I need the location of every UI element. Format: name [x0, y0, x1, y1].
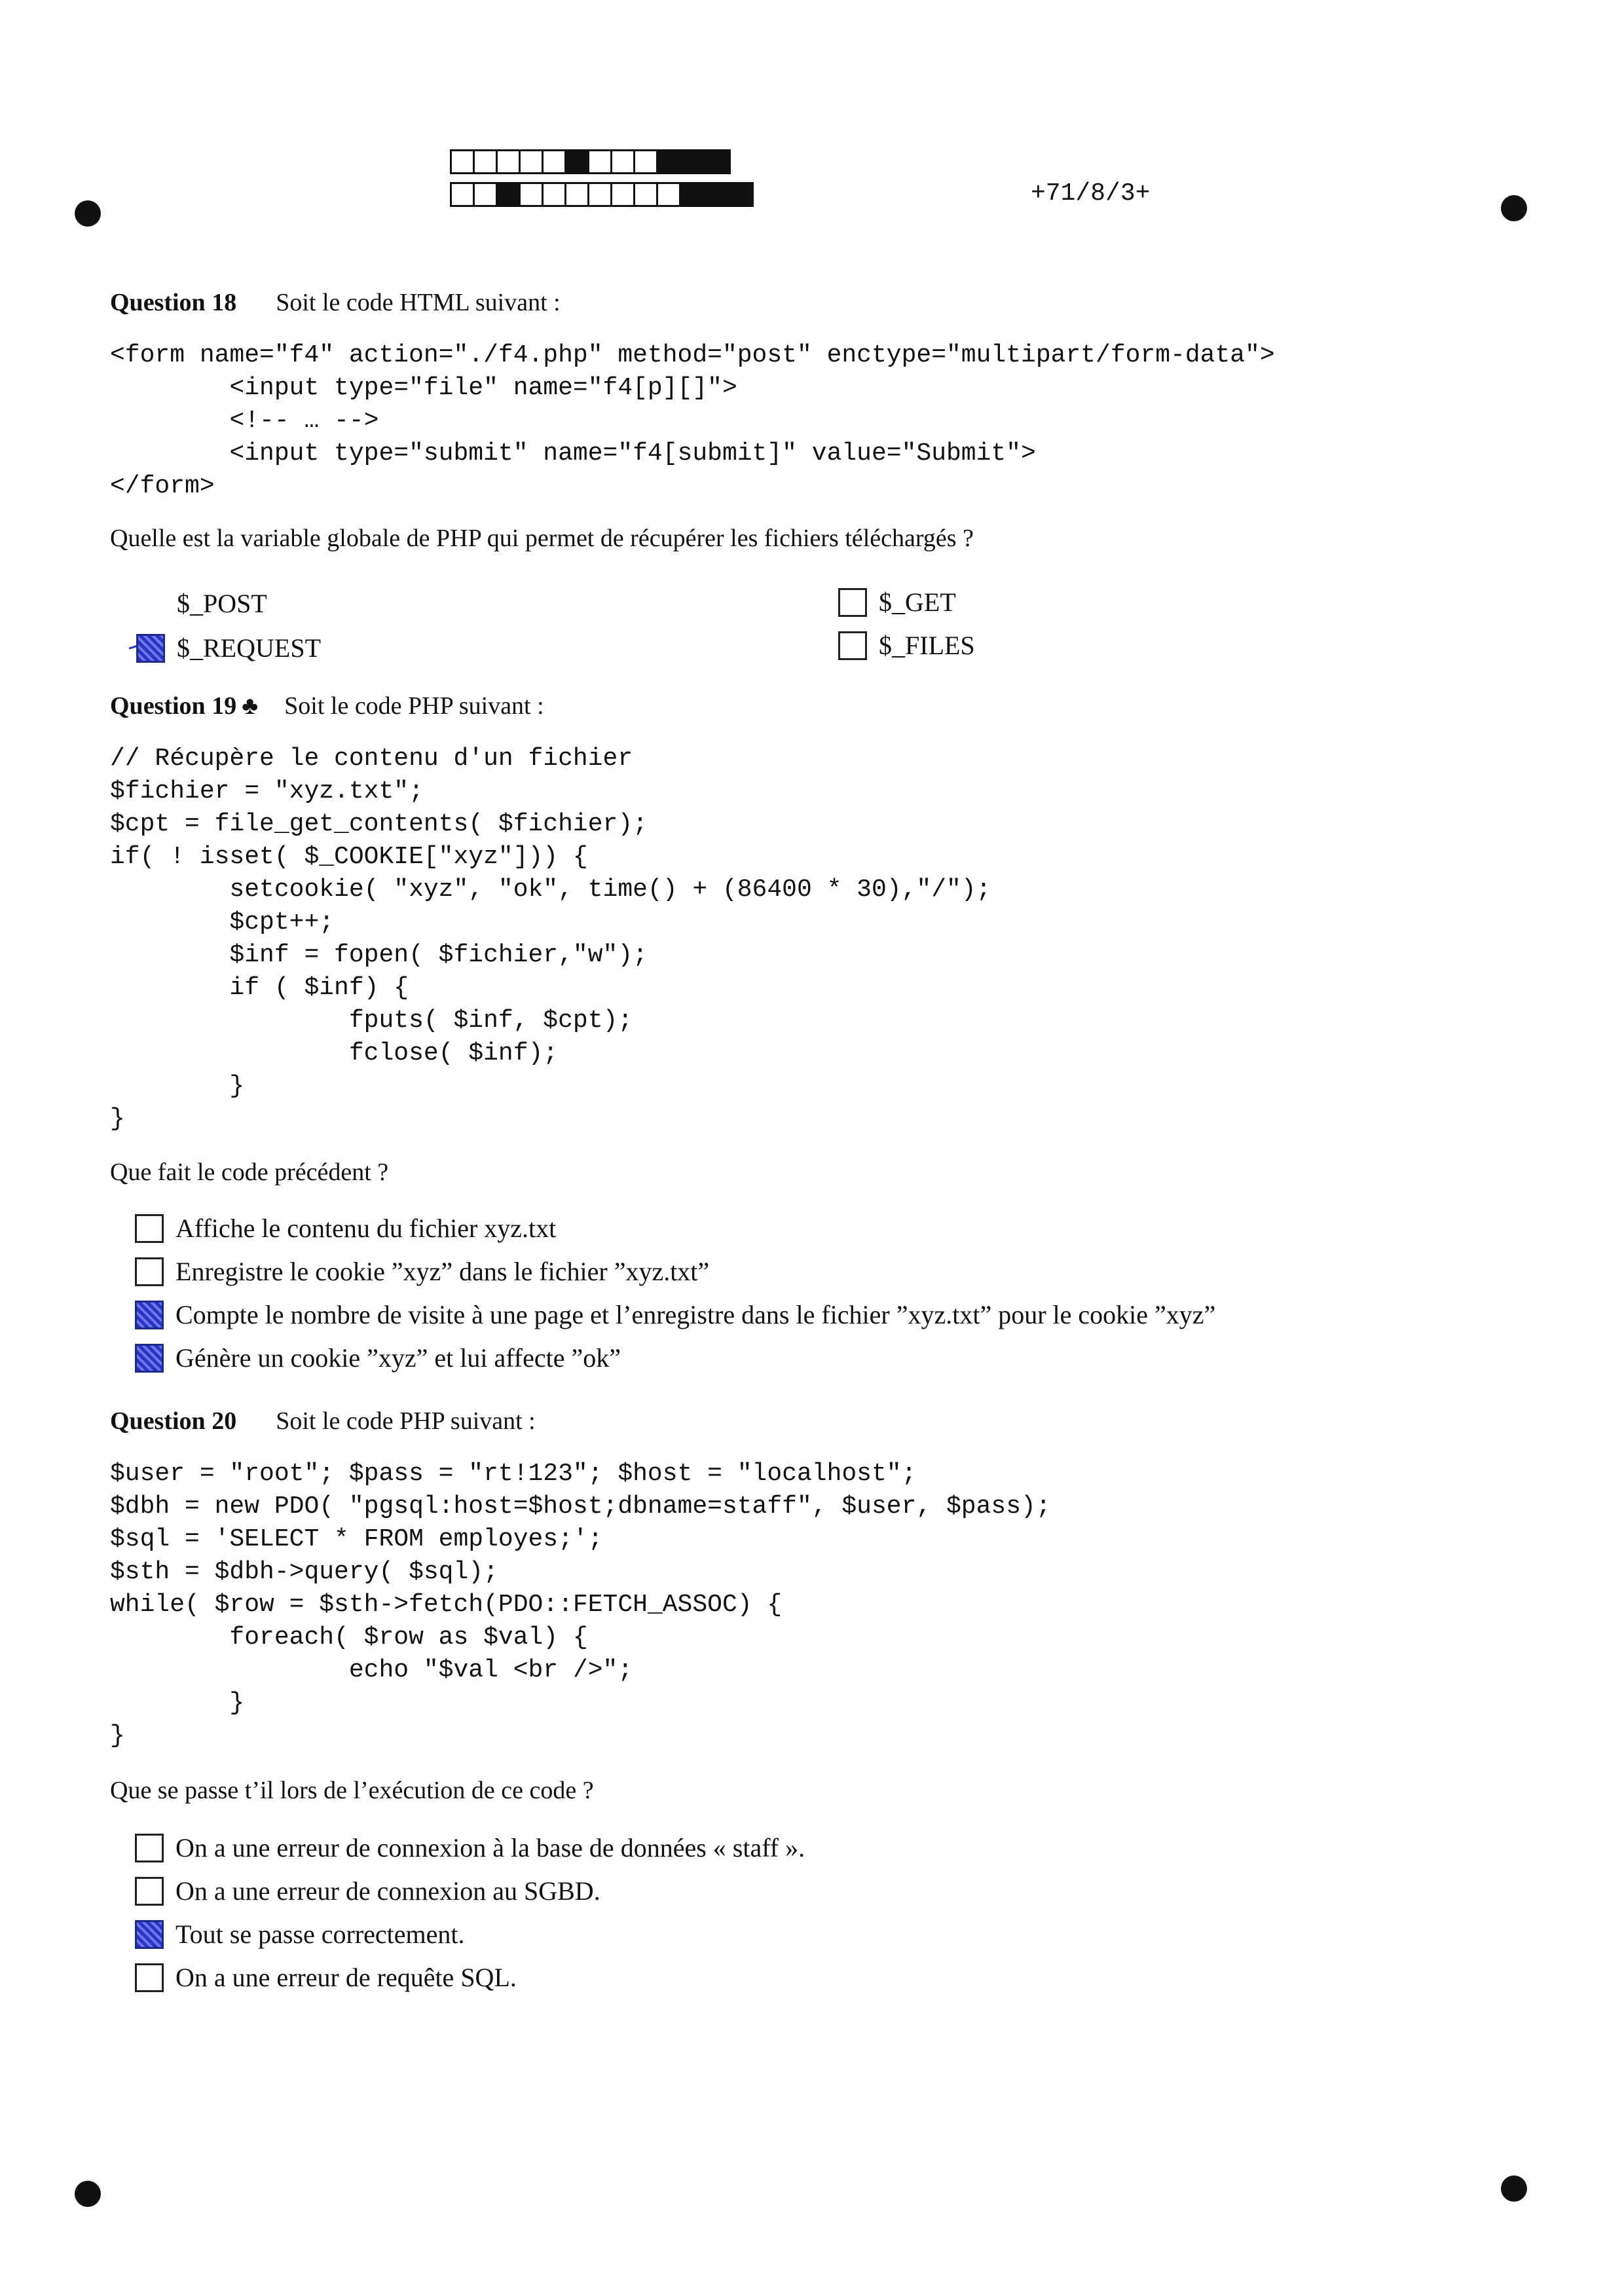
option-label: $_GET	[879, 587, 956, 617]
question-19-label: Question 19	[110, 692, 237, 720]
q20-option-2[interactable]	[135, 1876, 600, 1906]
checkbox[interactable]	[135, 1257, 164, 1286]
q20-option-1[interactable]	[135, 1832, 805, 1863]
question-18-code: <form name="f4" action="./f4.php" method="post" enctype="multipart/form-data"> <input type="file" name="f4[p][]"> <!-- … --> <input type="submit" name="f4[submit]" value="Submit"> </form>	[110, 341, 1275, 500]
question-18-label: Question 18	[110, 289, 237, 316]
checkbox-checked[interactable]	[136, 634, 165, 663]
page-id: +71/8/3+	[1031, 179, 1151, 208]
question-20-label: Question 20	[110, 1407, 237, 1435]
option-label: $_REQUEST	[177, 633, 321, 663]
corner-mark-top-left	[75, 200, 101, 227]
checkbox[interactable]	[135, 1834, 164, 1862]
option-label: Affiche le contenu du fichier xyz.txt	[175, 1213, 557, 1243]
corner-mark-top-right	[1501, 195, 1527, 221]
question-18-heading	[110, 288, 561, 317]
id-code-row-2	[452, 182, 754, 207]
question-18-intro: Soit le code HTML suivant :	[276, 289, 561, 316]
option-label: On a une erreur de connexion au SGBD.	[175, 1876, 600, 1906]
checkbox-checked[interactable]	[135, 1344, 164, 1373]
checkbox-checked[interactable]	[135, 1920, 164, 1949]
corner-mark-bottom-left	[75, 2181, 101, 2207]
question-20-intro: Soit le code PHP suivant :	[276, 1407, 536, 1435]
checkbox[interactable]	[136, 589, 165, 618]
q20-option-4[interactable]	[135, 1962, 517, 1993]
option-label: On a une erreur de requête SQL.	[175, 1963, 517, 1992]
q19-option-1[interactable]	[135, 1213, 556, 1244]
checkbox[interactable]	[135, 1963, 164, 1992]
q18-option-request[interactable]	[136, 633, 321, 663]
checkbox[interactable]	[838, 631, 867, 660]
option-label: $_FILES	[879, 631, 975, 660]
option-label: Génère un cookie ”xyz” et lui affecte ”ok”	[175, 1343, 621, 1373]
q20-option-3[interactable]	[135, 1919, 464, 1950]
question-19-heading	[110, 692, 544, 720]
checkbox[interactable]	[838, 588, 867, 617]
checkbox[interactable]	[135, 1214, 164, 1243]
q19-option-2[interactable]	[135, 1256, 709, 1287]
q18-option-files[interactable]	[838, 630, 975, 661]
option-label: Tout se passe correctement.	[175, 1919, 465, 1949]
q19-option-4[interactable]	[135, 1342, 621, 1373]
question-20-prompt: Que se passe t’il lors de l’exécution de ce code ?	[110, 1777, 594, 1804]
club-icon: ♣	[242, 692, 259, 720]
question-18-prompt: Quelle est la variable globale de PHP qui permet de récupérer les fichiers téléchargés ?	[110, 525, 974, 552]
checkbox-checked[interactable]	[135, 1301, 164, 1329]
question-20-heading	[110, 1407, 536, 1435]
option-label: $_POST	[177, 589, 267, 618]
option-label: On a une erreur de connexion à la base de données « staff ».	[175, 1833, 805, 1862]
checkbox[interactable]	[135, 1877, 164, 1906]
id-code-row-1	[452, 149, 731, 174]
corner-mark-bottom-right	[1501, 2176, 1527, 2202]
question-19-prompt: Que fait le code précédent ?	[110, 1158, 389, 1186]
question-19-code: // Récupère le contenu d'un fichier $fichier = "xyz.txt"; $cpt = file_get_contents( $fichier); if( ! isset( $_COOKIE["xyz"])) { setcookie( "xyz", "ok", time() + (86400 * 30),"/"); $cpt++; $inf = fopen( $fichier,"w"); if ( $inf) { fputs( $inf, $cpt); fclose( $inf); } }	[110, 745, 991, 1133]
q18-option-get[interactable]	[838, 587, 956, 618]
question-19-intro: Soit le code PHP suivant :	[284, 692, 544, 720]
q19-option-3[interactable]	[135, 1299, 1215, 1330]
q18-option-post[interactable]	[136, 588, 267, 619]
question-20-code: $user = "root"; $pass = "rt!123"; $host = "localhost"; $dbh = new PDO( "pgsql:host=$host;dbname=staff", $user, $pass); $sql = 'SELECT * FROM employes;'; $sth = $dbh->query( $sql); while( $row = $sth->fetch(PDO::FETCH_ASSOC) { foreach( $row as $val) { echo "$val <br />"; } }	[110, 1460, 1051, 1750]
option-label: Enregistre le cookie ”xyz” dans le fichier ”xyz.txt”	[175, 1257, 710, 1286]
option-label: Compte le nombre de visite à une page et l’enregistre dans le fichier ”xyz.txt” pour le cookie ”xyz”	[175, 1300, 1216, 1329]
